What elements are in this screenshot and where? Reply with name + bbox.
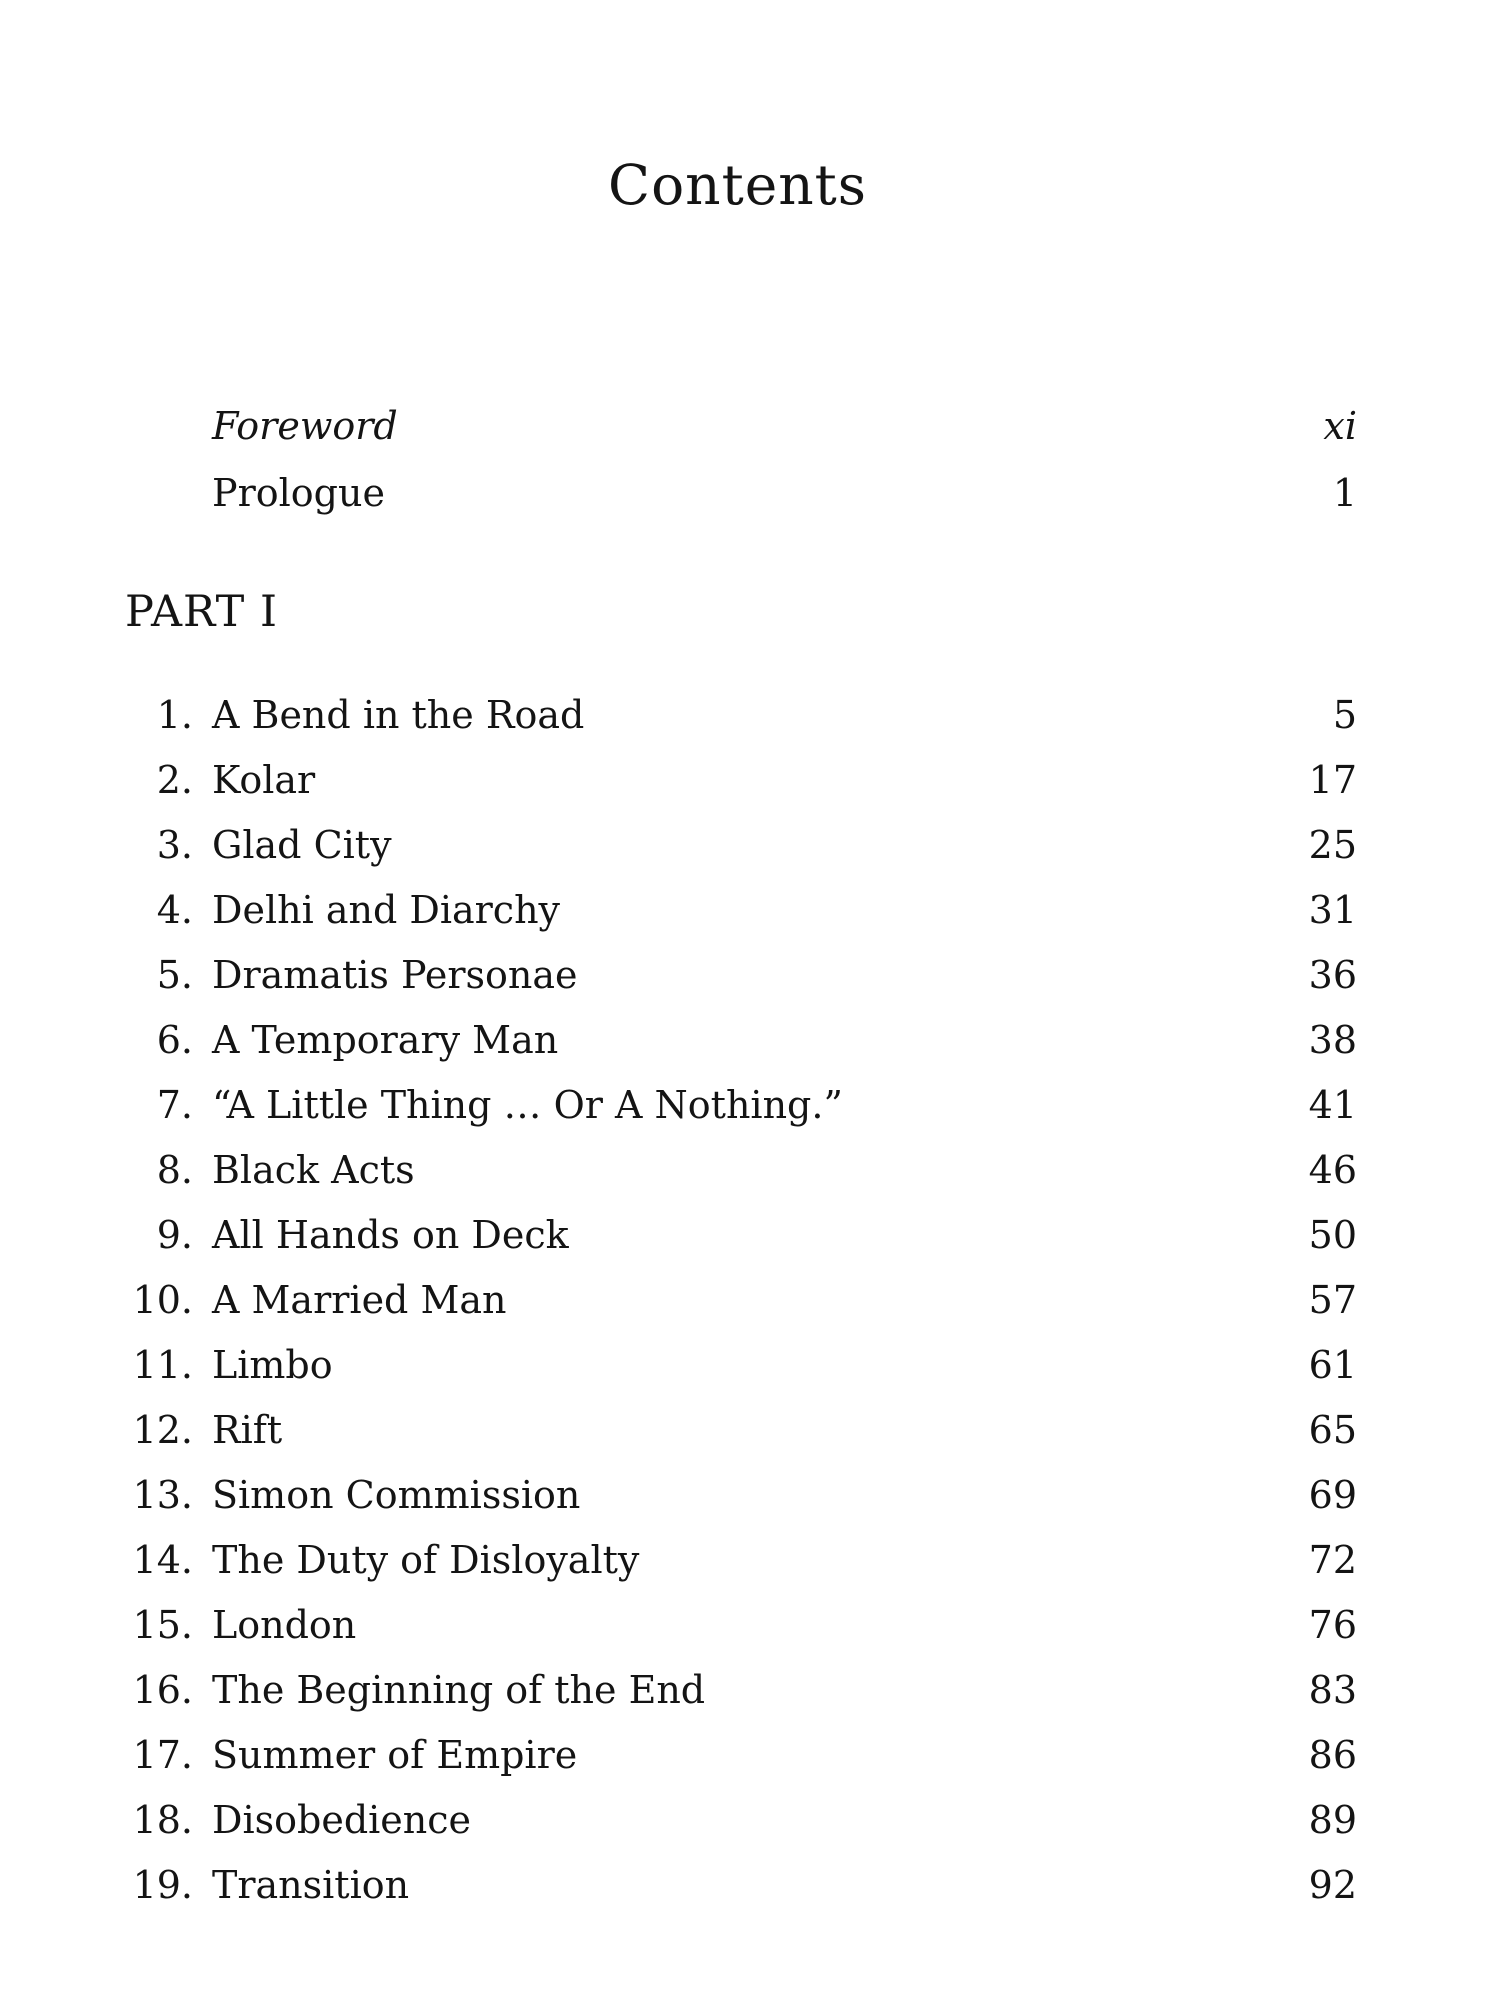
chapter-page: 65 bbox=[1308, 1408, 1357, 1452]
chapter-title: The Duty of Disloyalty bbox=[212, 1538, 640, 1582]
chapter-number: 14. bbox=[132, 1538, 193, 1582]
chapter-page: 61 bbox=[1308, 1343, 1357, 1387]
front-matter-title: Foreword bbox=[212, 404, 398, 448]
chapter-number: 5. bbox=[156, 953, 193, 997]
chapter-page: 50 bbox=[1308, 1213, 1357, 1257]
chapter-title: A Temporary Man bbox=[212, 1018, 559, 1062]
chapter-title: Disobedience bbox=[212, 1798, 472, 1842]
chapter-title: Limbo bbox=[212, 1343, 333, 1387]
chapter-page: 46 bbox=[1308, 1148, 1357, 1192]
chapter-number: 9. bbox=[156, 1213, 193, 1257]
chapter-number: 2. bbox=[156, 758, 193, 802]
chapter-row bbox=[130, 880, 1357, 940]
chapter-title: “A Little Thing … Or A Nothing.” bbox=[212, 1083, 843, 1127]
chapter-page: 57 bbox=[1308, 1278, 1357, 1322]
chapter-page: 72 bbox=[1308, 1538, 1357, 1582]
chapter-row bbox=[130, 1075, 1357, 1135]
chapter-row bbox=[130, 750, 1357, 810]
chapter-row bbox=[130, 1660, 1357, 1720]
chapter-row bbox=[130, 1855, 1357, 1915]
chapter-row bbox=[130, 1595, 1357, 1655]
chapter-title: The Beginning of the End bbox=[212, 1668, 706, 1712]
chapter-number: 3. bbox=[156, 823, 193, 867]
chapter-number: 7. bbox=[156, 1083, 193, 1127]
chapter-page: 92 bbox=[1308, 1863, 1357, 1907]
front-matter-row-prologue bbox=[212, 463, 1357, 523]
chapter-page: 5 bbox=[1332, 693, 1357, 737]
chapter-page: 41 bbox=[1308, 1083, 1357, 1127]
part-heading: PART I bbox=[125, 587, 278, 637]
chapter-title: Kolar bbox=[212, 758, 316, 802]
chapter-number: 19. bbox=[132, 1863, 193, 1907]
chapter-title: Transition bbox=[212, 1863, 410, 1907]
chapter-title: Rift bbox=[212, 1408, 283, 1452]
front-matter-row-foreword bbox=[212, 396, 1357, 456]
page-title: Contents bbox=[607, 153, 868, 217]
chapter-page: 83 bbox=[1308, 1668, 1357, 1712]
chapter-page: 86 bbox=[1308, 1733, 1357, 1777]
chapter-row bbox=[130, 945, 1357, 1005]
chapter-page: 17 bbox=[1308, 758, 1357, 802]
chapter-row bbox=[130, 1465, 1357, 1525]
front-matter-page: xi bbox=[1323, 404, 1357, 448]
chapter-title: Black Acts bbox=[212, 1148, 415, 1192]
chapter-title: All Hands on Deck bbox=[212, 1213, 569, 1257]
chapter-title: A Married Man bbox=[212, 1278, 507, 1322]
chapter-page: 25 bbox=[1308, 823, 1357, 867]
chapter-number: 11. bbox=[132, 1343, 193, 1387]
chapter-title: Dramatis Personae bbox=[212, 953, 578, 997]
chapter-row bbox=[130, 1010, 1357, 1070]
chapter-page: 31 bbox=[1308, 888, 1357, 932]
chapter-row bbox=[130, 1205, 1357, 1265]
chapter-row bbox=[130, 685, 1357, 745]
chapter-row bbox=[130, 1400, 1357, 1460]
chapter-page: 89 bbox=[1308, 1798, 1357, 1842]
chapter-row bbox=[130, 1270, 1357, 1330]
chapter-title: Summer of Empire bbox=[212, 1733, 578, 1777]
chapter-page: 76 bbox=[1308, 1603, 1357, 1647]
chapter-number: 1. bbox=[156, 693, 193, 737]
chapter-row bbox=[130, 815, 1357, 875]
chapter-number: 12. bbox=[132, 1408, 193, 1452]
chapter-number: 15. bbox=[132, 1603, 193, 1647]
chapter-page: 69 bbox=[1308, 1473, 1357, 1517]
chapter-page: 36 bbox=[1308, 953, 1357, 997]
chapter-row bbox=[130, 1335, 1357, 1395]
front-matter-page: 1 bbox=[1332, 471, 1357, 515]
chapter-number: 10. bbox=[132, 1278, 193, 1322]
chapter-row bbox=[130, 1725, 1357, 1785]
chapter-title: Delhi and Diarchy bbox=[212, 888, 561, 932]
chapter-row bbox=[130, 1530, 1357, 1590]
chapter-title: Glad City bbox=[212, 823, 392, 867]
chapter-title: A Bend in the Road bbox=[212, 693, 585, 737]
chapter-number: 18. bbox=[132, 1798, 193, 1842]
front-matter-title: Prologue bbox=[212, 471, 385, 515]
chapter-number: 17. bbox=[132, 1733, 193, 1777]
chapter-title: London bbox=[212, 1603, 357, 1647]
chapter-title: Simon Commission bbox=[212, 1473, 581, 1517]
chapter-number: 6. bbox=[156, 1018, 193, 1062]
chapter-page: 38 bbox=[1308, 1018, 1357, 1062]
chapter-number: 16. bbox=[132, 1668, 193, 1712]
chapter-row bbox=[130, 1140, 1357, 1200]
chapter-number: 8. bbox=[156, 1148, 193, 1192]
chapter-number: 4. bbox=[156, 888, 193, 932]
chapter-row bbox=[130, 1790, 1357, 1850]
chapter-number: 13. bbox=[132, 1473, 193, 1517]
